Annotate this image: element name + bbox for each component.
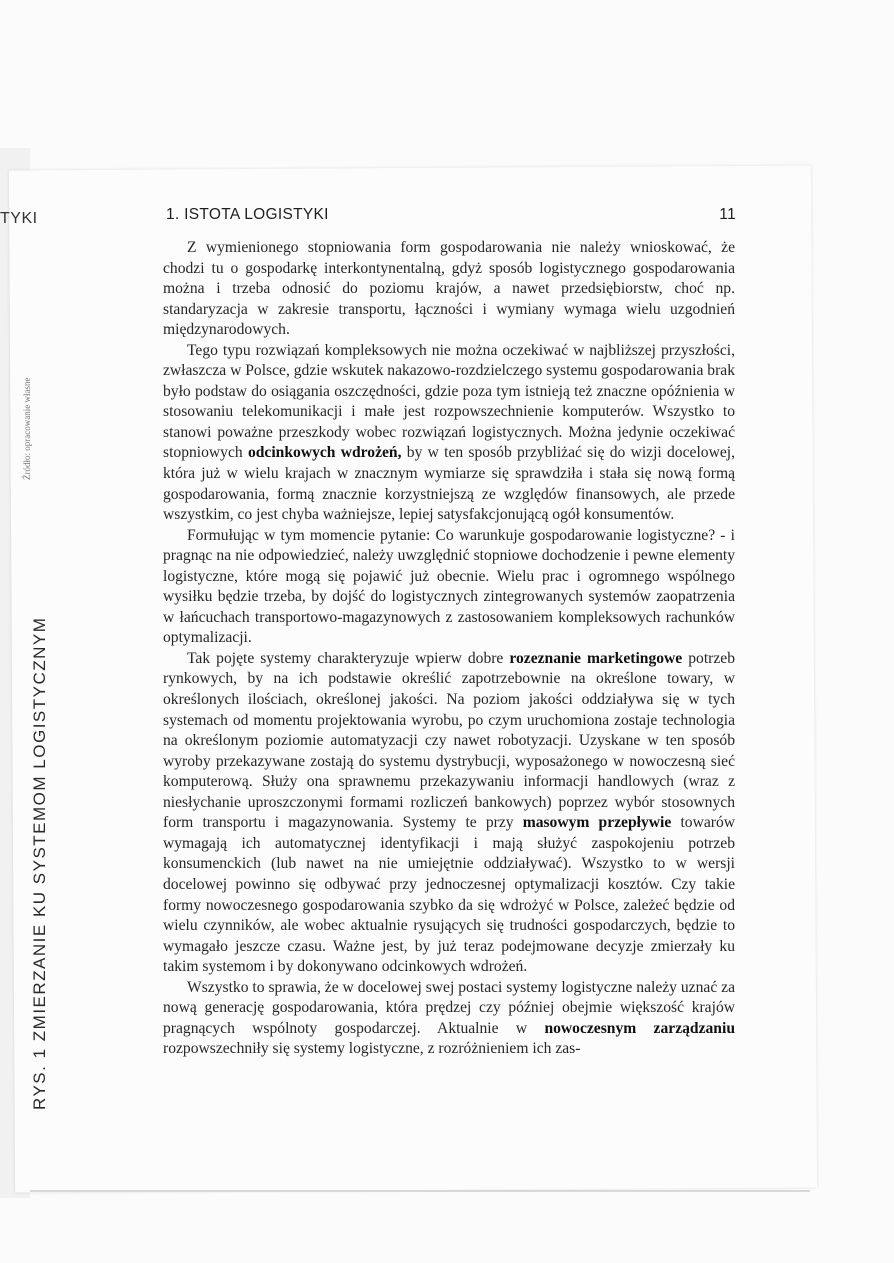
page-number: 11 xyxy=(719,206,736,223)
paragraph-1: Z wymienionego stopniowania form gospodarowania nie należy wnioskować, że chodzi tu o gospodarkę interkontynentalną, gdyż sposób logistycznego gospodarowania można i trzeba odnosić do poziomu krajów, a nawet przedsiębiorstw, choć np. standaryzacja w zakresie transportu, łączności i wymiany wymaga wielu uzgodnień międzynarodowych. xyxy=(163,239,735,339)
page-bottom-edge xyxy=(30,1190,810,1192)
figure-source-text: Źródło: opracowanie własne xyxy=(22,377,32,480)
paragraph-4: Tak pojęte systemy charakteryzuje wpierw dobre rozeznanie marketingowe potrzeb rynkowych, by na ich podstawie określić zapotrzebownie na określone towary, w określonych ilościach, określonej jakości. Na poziom jakości oddziaływa się w tych systemach od momentu projektowania wyrobu, po czym uruchomiona zostaje technologia na określonym poziomie automatyzacji czy nawet robotyzacji. Uzyskane w ten sposób wyroby przekazywane zostają do systemu dystrybucji, wyposażonego w nowoczesną sieć komputerową. Służy ona sprawnemu przekazywaniu informacji handlowych (wraz z niesłychanie uproszczonymi formami rozliczeń bankowych) poprzez wybór stosownych form transportu i magazynowania. Systemy te przy masowym przepływie towarów wymagają ich automatycznej identyfikacji i mają służyć zaspokojeniu potrzeb konsumenckich (lub nawet na nie umiejętnie oddziaływać). Wszystko to w wersji docelowej powinno się odbywać przy jednoczesnej optymalizacji kosztów. Czy takie formy nowoczesnego gospodarowania szybko da się wdrożyć w Polsce, zależeć będzie od wielu czynników, ale wobec aktualnie rysujących się trudności gospodarczych, będzie to wymagało jeszcze czasu. Ważne jest, by już teraz podejmowane decyzje zmierzały ku takim systemom i by dokonywano odcinkowych wdrożeń. xyxy=(163,649,736,976)
previous-page-header-fragment: TYKI xyxy=(0,210,38,227)
paragraph-5: Wszystko to sprawia, że w docelowej swej postaci systemy logistyczne należy uznać za nową generację gospodarowania, która prędzej czy później obejmie większość krajów pragnących wspólnoty gospodarczej. Aktualnie w nowoczesnym zarządzaniu rozpowszechniły się systemy logistyczne, z rozróżnieniem ich zas- xyxy=(163,978,735,1058)
bold-term: rozeznanie marketingowe xyxy=(509,649,683,667)
chapter-title: 1. ISTOTA LOGISTYKI xyxy=(166,206,329,223)
body-text xyxy=(163,238,735,1060)
figure-source-note xyxy=(18,330,32,480)
running-header xyxy=(166,206,736,230)
bold-term: odcinkowych wdrożeń, xyxy=(247,444,402,462)
bold-term: nowoczesnym zarządzaniu xyxy=(544,1019,735,1037)
figure-caption xyxy=(30,570,50,1110)
figure-caption-text: RYS. 1 ZMIERZANIE KU SYSTEMOM LOGISTYCZNYM xyxy=(30,616,49,1110)
paragraph-2: Tego typu rozwiązań kompleksowych nie można oczekiwać w najbliższej przyszłości, zwłaszcza w Polsce, gdzie wskutek nakazowo-rozdzielczego systemu gospodarowania brak było podstaw do osiągania oszczędności, gdzie poza tym istnieją też znaczne opóźnienia w stosowaniu telekomunikacji i małe jest rozpowszechnienie komputerów. Wszystko to stanowi poważne przeszkody wobec rozwiązań logistycznych. Można jedynie oczekiwać stopniowych odcinkowych wdrożeń, by w ten sposób przybliżać się do wizji docelowej, która już w wielu krajach w znacznym wymiarze się sprawdziła i stała się nową formą gospodarowania, formą znacznie korzystniejszą ze względów finansowych, ale przede wszystkim, co jest chyba ważniejsze, lepiej satysfakcjonującą ogół konsumentów. xyxy=(163,341,735,524)
bold-term: masowym przepływie xyxy=(522,814,672,832)
paragraph-3: Formułując w tym momencie pytanie: Co warunkuje gospodarowanie logistyczne? - i pragnąc na nie odpowiedzieć, należy uwzględnić stopniowe dochodzenie i pewne elementy logistyczne, które mogą się pojawić już obecnie. Wielu prac i ogromnego wspólnego wysiłku będzie trzeba, by dojść do logistycznych zintegrowanych systemów zaopatrzenia w łańcuchach transportowo-magazynowych z zastosowaniem kompleksowych rachunków optymalizacji. xyxy=(163,526,735,647)
